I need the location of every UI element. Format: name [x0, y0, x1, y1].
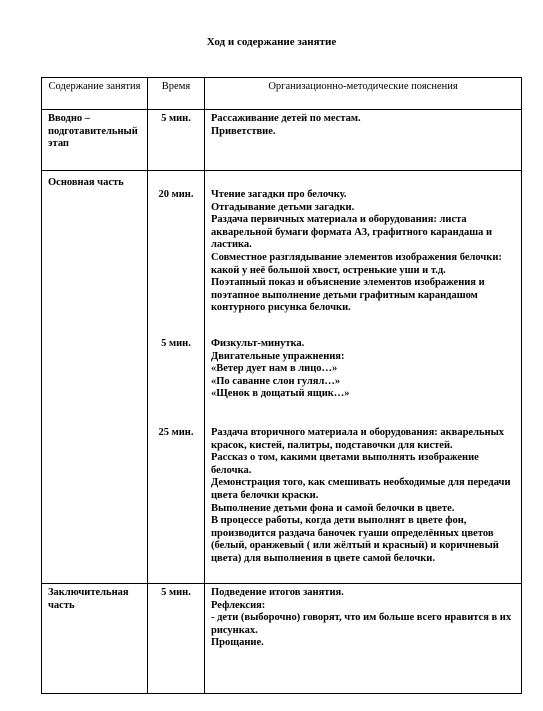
note-line: Приветствие.	[211, 125, 276, 137]
note-line: Выполнение детьми фона и самой белочки в цвете.	[211, 502, 455, 514]
page-title: Ход и содержание занятие	[206, 36, 337, 48]
note-line: В процессе работы, когда дети выполнят в цвете фон, производится раздача баночек гуаши определённых цветов (белый, оранжевый ( или жёлтый и красный) и коричневый цвета) для выполнения в цвете самой белочки.	[211, 515, 499, 564]
note-line: Прощание.	[211, 637, 264, 649]
time-cell	[148, 584, 205, 694]
notes-cell	[205, 171, 522, 584]
note-line: Раздача вторичного материала и оборудования: акварельных красок, кистей, палитры, подставочки для кистей.	[211, 427, 505, 451]
time-cell	[148, 110, 205, 171]
note-line: Поэтапный показ и объяснение элементов изображения и поэтапное выполнение детьми графитным карандашом контурного рисунка белочки.	[211, 277, 485, 314]
note-line: - дети (выборочно) говорят, что им больше всего нравится в их рисунках.	[211, 612, 512, 636]
note-line: «Ветер дует нам в лицо…»	[211, 363, 338, 375]
notes-cell	[205, 110, 522, 171]
table-header-row	[42, 78, 522, 110]
notes-block	[211, 338, 515, 401]
table-row	[42, 171, 522, 584]
note-line: Рассказ о том, какими цветами выполнять изображение белочка.	[211, 452, 479, 476]
notes-block	[211, 427, 515, 566]
note-line: Демонстрация того, как смешивать необходимые для передачи цвета белочки краски.	[211, 477, 511, 501]
stage-cell	[42, 110, 148, 171]
note-line: Двигательные упражнения:	[211, 350, 345, 362]
note-line: Физкульт-минутка.	[211, 338, 305, 349]
note-line: «По саванне слон гулял…»	[211, 375, 341, 387]
lesson-table	[41, 77, 522, 694]
time-value: 5 мин.	[161, 338, 191, 349]
note-line: «Щенок в дощатый ящик…»	[211, 388, 350, 400]
time-cell	[148, 171, 205, 584]
header-content: Содержание занятия	[42, 78, 148, 110]
note-line: Чтение загадки про белочку.	[211, 189, 347, 200]
note-line: Рефлексия:	[211, 599, 266, 611]
time-value: 20 мин.	[158, 189, 194, 200]
note-line: Рассаживание детей по местам.	[211, 113, 361, 124]
header-notes: Организационно-методические пояснения	[205, 78, 522, 110]
stage-cell	[42, 584, 148, 694]
time-value: 5 мин.	[161, 587, 191, 598]
stage-cell	[42, 171, 148, 584]
notes-block	[211, 189, 515, 315]
note-line: Подведение итогов занятия.	[211, 587, 344, 598]
note-line: Отгадывание детьми загадки.	[211, 201, 355, 213]
time-value: 25 мин.	[158, 427, 194, 438]
stage-label: Вводно – подготавительный этап	[48, 113, 138, 150]
header-time: Время	[148, 78, 205, 110]
stage-label: Основная часть	[48, 177, 124, 188]
time-value: 5 мин.	[161, 113, 191, 124]
note-line: Раздача первичных материала и оборудования: листа акварельной бумаги формата А3, графитного карандаша и ластика.	[211, 214, 493, 251]
table-row	[42, 110, 522, 171]
notes-cell	[205, 584, 522, 694]
table-row	[42, 584, 522, 694]
stage-label: Заключительная часть	[48, 587, 129, 611]
note-line: Совместное разглядывание элементов изображения белочки: какой у неё большой хвост, остренькие уши и т.д.	[211, 251, 502, 276]
